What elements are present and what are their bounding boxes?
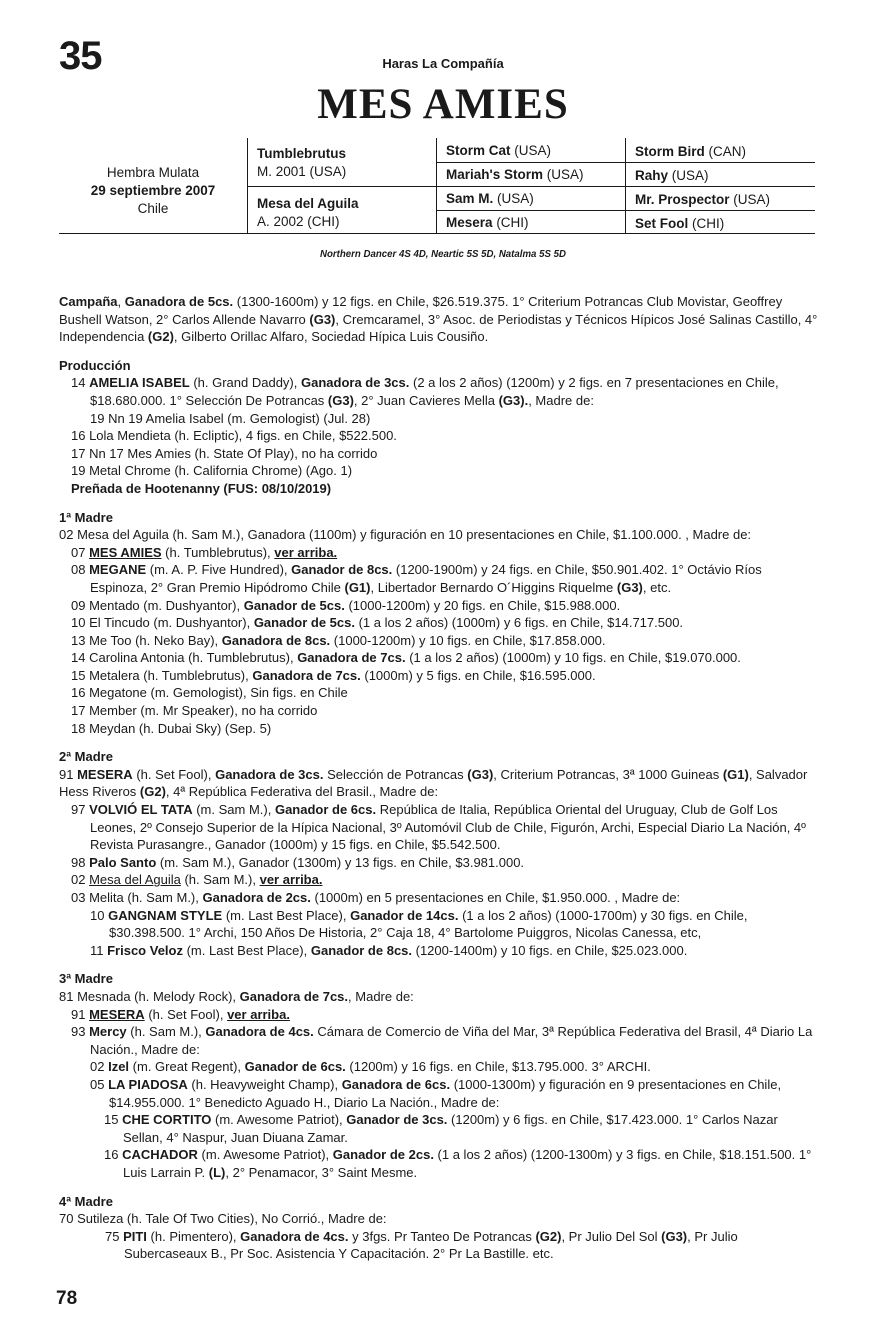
dam-name: Mesa del Aguila [257,196,359,211]
dam-cell [257,195,359,231]
list-item: 10 El Tincudo (m. Dushyantor), Ganador de 5cs. (1 a los 2 años) (1000m) y 6 figs. en Chile, $14.717.500. [71,615,684,631]
list-item: 93 Mercy (h. Sam M.), Ganadora de 4cs. Cámara de Comercio de Viña del Mar, 3ª República Federativa del Brasil, 4ª Diario La Nación., Madre de: [71,1024,813,1057]
list-item: 70 Sutileza (h. Tale Of Two Cities), No Corrió., Madre de: [59,1211,387,1227]
pedigree-divider [247,186,815,187]
list-item: 75 PITI (h. Pimentero), Ganadora de 4cs. y 3fgs. Pr Tanteo De Potrancas (G2), Pr Julio Del Sol (G3), Pr Julio Subercaseaux B., Pr Soc. Asistencia Y Capacitación. 2° Pr La Bastille. etc. [105,1228,738,1262]
section-title: 1ª Madre [59,509,113,525]
sire-info: M. 2001 (USA) [257,164,347,179]
list-item: 18 Meydan (h. Dubai Sky) (Sep. 5) [71,720,272,736]
lot-number: 35 [59,34,102,78]
list-item: 02 Mesa del Aguila (h. Sam M.), Ganadora (1100m) y figuración en 10 presentaciones en Chile, $1.100.000. , Madre de: [59,527,752,543]
farm-name: Haras La Compañía [382,56,504,71]
subject-sex-color: Hembra Mulata [106,165,200,180]
list-item: 15 CHE CORTITO (m. Awesome Patriot), Ganador de 3cs. (1200m) y 6 figs. en Chile, $17.423.000. 1° Carlos Nazar Sellan, 4° Naspur, Juan Diuana Zamar. [104,1112,778,1145]
pedigree-table [59,138,815,234]
list-item: 02 Mesa del Aguila (h. Sam M.), ver arriba. [71,872,323,888]
list-item: 98 Palo Santo (m. Sam M.), Ganador (1300m) y 13 figs. en Chile, $3.981.000. [71,854,525,870]
pregnancy-note: Preñada de Hootenanny (FUS: 08/10/2019) [71,480,332,496]
list-item: 91 MESERA (h. Set Fool), Ganadora de 3cs. Selección de Potrancas (G3), Criterium Potrancas, 3ª 1000 Guineas (G1), Salvador Hess Riveros (G2), 4ª República Federativa del Brasil., Madre de: [59,766,808,800]
list-item: 16 Lola Mendieta (h. Ecliptic), 4 figs. en Chile, $522.500. [71,428,397,444]
sire-name: Tumblebrutus [257,146,346,161]
campaign-paragraph: Campaña, Ganadora de 5cs. (1300-1600m) y 12 figs. en Chile, $26.519.375. 1° Criterium Potrancas Club Movistar, Geoffrey Bushell Watson, 2° Carlos Allende Navarro (G3), Cremcaramel, 3° Asoc. de Periodistas y Técnicos Hípicos José Salinas Castillo, 4° Independencia (G2), Gilberto Orillac Alfaro, Sociedad Hípica Luis Cousiño. [59,294,818,345]
list-item: 81 Mesnada (h. Melody Rock), Ganadora de 7cs., Madre de: [59,988,414,1004]
pedigree-divider [436,162,815,163]
list-item: 14 AMELIA ISABEL (h. Grand Daddy), Ganadora de 3cs. (2 a los 2 años) (1200m) y 2 figs. en 7 presentaciones en Chile, $18.680.000. 1° Selección De Potrancas (G3), 2° Juan Cavieres Mella (G3)., Madre de: [71,375,779,408]
subject-info [59,164,247,218]
list-item: 16 CACHADOR (m. Awesome Patriot), Ganador de 2cs. (1 a los 2 años) (1200-1300m) y 3 figs. en Chile, $18.151.500. 1° Luis Larrain P. (L), 2° Penamacor, 3° Saint Mesme. [104,1147,812,1180]
gen4-cell: Set Fool (CHI) [635,216,725,231]
list-item: 97 VOLVIÓ EL TATA (m. Sam M.), Ganador de 6cs. República de Italia, República Oriental del Uruguay, Club de Golf Los Leones, 2º Consejo Superior de la Hípica Nacional, 3º Automóvil Club de Chile, Figurón, Archi, Especial Diario La Nación, 4º Revista Purasangre., Ganador (1000m) y 15 figs. en Chile, $5.542.500. [71,802,806,853]
gen3-cell: Mariah's Storm (USA) [446,167,584,182]
gen4-cell: Mr. Prospector (USA) [635,192,771,207]
gen3-cell: Mesera (CHI) [446,215,529,230]
list-item: 08 MEGANE (m. A. P. Five Hundred), Ganador de 8cs. (1200-1900m) y 24 figs. en Chile, $50.901.402. 1° Octávio Ríos Espinoza, 2° Gran Premio Hipódromo Chile (G1), Libertador Bernardo O´Higgins Riquelme (G3), etc. [71,562,762,595]
list-item: 19 Metal Chrome (h. California Chrome) (Ago. 1) [71,463,353,479]
list-item: 07 MES AMIES (h. Tumblebrutus), ver arriba. [71,544,338,560]
list-item: 09 Mentado (m. Dushyantor), Ganador de 5cs. (1000-1200m) y 20 figs. en Chile, $15.988.000. [71,597,621,613]
list-item: 17 Nn 17 Mes Amies (h. State Of Play), no ha corrido [71,445,378,461]
section-title: 2ª Madre [59,749,113,765]
gen3-cell: Sam M. (USA) [446,191,534,206]
list-item: 17 Member (m. Mr Speaker), no ha corrido [71,703,318,719]
dam-info: A. 2002 (CHI) [257,214,340,229]
list-item: 91 MESERA (h. Set Fool), ver arriba. [71,1006,290,1022]
gen4-cell: Rahy (USA) [635,168,709,183]
list-item: 11 Frisco Veloz (m. Last Best Place), Ganador de 8cs. (1200-1400m) y 10 figs. en Chile, $25.023.000. [90,942,688,958]
subject-foaled: 29 septiembre 2007 [90,183,216,198]
list-item: 14 Carolina Antonia (h. Tumblebrutus), Ganadora de 7cs. (1 a los 2 años) (1000m) y 10 figs. en Chile, $19.070.000. [71,650,741,666]
list-item: 03 Melita (h. Sam M.), Ganadora de 2cs. (1000m) en 5 presentaciones en Chile, $1.950.000. , Madre de: [71,890,681,905]
list-item: 10 GANGNAM STYLE (m. Last Best Place), Ganador de 14cs. (1 a los 2 años) (1000-1700m) y 30 figs. en Chile, $30.398.500. 1° Archi, 150 Años De Historia, 2° Caja 18, 4° Bartolome Puiggros, Nicolas Canessa, etc, [90,907,748,941]
subject-country: Chile [137,201,169,216]
section-title: 3ª Madre [59,971,113,987]
pedigree-bottom-rule [59,233,815,234]
gen3-cell: Storm Cat (USA) [446,143,552,158]
sire-cell [257,145,346,181]
page-number: 78 [56,1288,78,1309]
list-item: 15 Metalera (h. Tumblebrutus), Ganadora de 7cs. (1000m) y 5 figs. en Chile, $16.595.000. [71,667,596,683]
list-item: 05 LA PIADOSA (h. Heavyweight Champ), Ganadora de 6cs. (1000-1300m) y figuración en 9 presentaciones en Chile, $14.955.000. 1° Benedicto Aguado H., Diario La Nación., Madre de: [90,1076,782,1110]
gen4-cell: Storm Bird (CAN) [635,144,747,159]
section-title: 4ª Madre [59,1193,113,1209]
list-item: 02 Izel (m. Great Regent), Ganador de 6cs. (1200m) y 16 figs. en Chile, $13.795.000. 3° ARCHI. [90,1059,651,1075]
catalog-body [59,293,819,1263]
pedigree-divider [436,210,815,211]
list-item: 19 Nn 19 Amelia Isabel (m. Gemologist) (Jul. 28) [90,410,371,426]
dosage-line: Northern Dancer 4S 4D, Neartic 5S 5D, Natalma 5S 5D [320,248,566,260]
list-item: 16 Megatone (m. Gemologist), Sin figs. en Chile [71,685,348,701]
horse-name: MES AMIES [317,81,569,128]
section-title: Producción [59,357,131,373]
list-item: 13 Me Too (h. Neko Bay), Ganadora de 8cs. (1000-1200m) y 10 figs. en Chile, $17.858.000. [71,632,606,648]
